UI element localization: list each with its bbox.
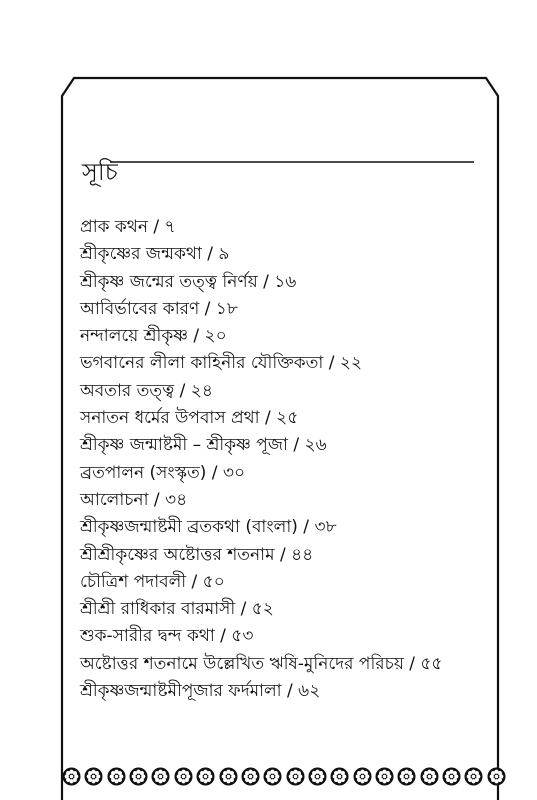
ornament-border-row bbox=[62, 767, 506, 789]
flower-ornament-icon bbox=[263, 767, 282, 786]
toc-entry: আবির্ভাবের কারণ / ১৮ bbox=[80, 298, 238, 319]
flower-ornament-icon bbox=[353, 767, 372, 786]
flower-ornament-icon bbox=[487, 767, 506, 786]
toc-entry: আলোচনা / ৩৪ bbox=[80, 489, 188, 510]
flower-ornament-icon bbox=[442, 767, 461, 786]
toc-entry: শ্রীকৃষ্ণ জন্মের তত্ত্ব নির্ণয় / ১৬ bbox=[80, 271, 297, 292]
toc-entry: ব্রতপালন (সংস্কৃত) / ৩০ bbox=[80, 462, 245, 483]
flower-ornament-icon bbox=[308, 767, 327, 786]
flower-ornament-icon bbox=[241, 767, 260, 786]
toc-entry: সনাতন ধর্মের উপবাস প্রথা / ২৫ bbox=[80, 408, 299, 429]
flower-ornament-icon bbox=[219, 767, 238, 786]
flower-ornament-icon bbox=[420, 767, 439, 786]
toc-entry: শ্রীকৃষ্ণের জন্মকথা / ৯ bbox=[80, 244, 230, 265]
toc-entry: ভগবানের লীলা কাহিনীর যৌক্তিকতা / ২২ bbox=[80, 353, 362, 374]
flower-ornament-icon bbox=[129, 767, 148, 786]
flower-ornament-icon bbox=[107, 767, 126, 786]
toc-entry: শ্রীশ্রী রাধিকার বারমাসী / ৫২ bbox=[80, 599, 274, 620]
flower-ornament-icon bbox=[62, 767, 81, 786]
flower-ornament-icon bbox=[330, 767, 349, 786]
toc-entry: শ্রীশ্রীকৃষ্ণের অষ্টোত্তর শতনাম / ৪৪ bbox=[80, 544, 314, 565]
flower-ornament-icon bbox=[84, 767, 103, 786]
toc-entry: প্রাক কথন / ৭ bbox=[80, 217, 176, 237]
toc-entry: শ্রীকৃষ্ণজন্মাষ্টমীপূজার ফর্দমালা / ৬২ bbox=[80, 681, 321, 702]
toc-entry: চৌত্রিশ পদাবলী / ৫০ bbox=[80, 571, 225, 592]
toc-entry: শুক-সারীর দ্বন্দ কথা / ৫৩ bbox=[80, 626, 254, 647]
flower-ornament-icon bbox=[174, 767, 193, 786]
flower-ornament-icon bbox=[286, 767, 305, 786]
toc-entry: শ্রীকৃষ্ণজন্মাষ্টমী ব্রতকথা (বাংলা) / ৩৮ bbox=[80, 517, 337, 538]
toc-entry: অষ্টোত্তর শতনামে উল্লেখিত ঋষি-মুনিদের পরিচয় / ৫৫ bbox=[80, 653, 443, 674]
page-title: সূচি bbox=[82, 158, 118, 186]
flower-ornament-icon bbox=[397, 767, 416, 786]
flower-ornament-icon bbox=[151, 767, 170, 786]
toc-entry: নন্দালয়ে শ্রীকৃষ্ণ / ২০ bbox=[80, 326, 227, 347]
flower-ornament-icon bbox=[196, 767, 215, 786]
flower-ornament-icon bbox=[464, 767, 483, 786]
toc-entry: শ্রীকৃষ্ণ জন্মাষ্টমী – শ্রীকৃষ্ণ পূজা / ২৬ bbox=[80, 435, 327, 456]
flower-ornament-icon bbox=[375, 767, 394, 786]
toc-entry: অবতার তত্ত্ব / ২৪ bbox=[80, 380, 213, 401]
table-of-contents bbox=[80, 214, 500, 705]
